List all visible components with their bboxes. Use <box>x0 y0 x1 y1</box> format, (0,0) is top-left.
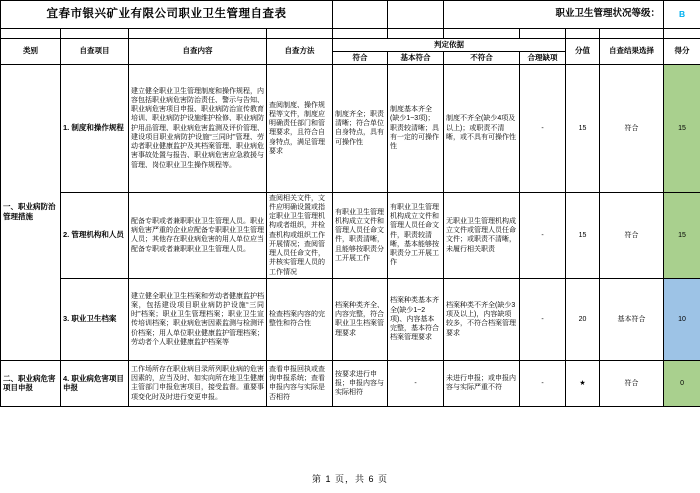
col-header-method: 自查方法 <box>267 39 333 65</box>
score-cell: 10 <box>664 278 700 360</box>
col-header-category: 类别 <box>1 39 61 65</box>
spacer-cell <box>61 29 129 39</box>
grade-label: 职业卫生管理状况等级： <box>444 1 664 29</box>
spacer-cell <box>664 29 700 39</box>
nonconform-cell: 档案种类不齐全(缺少3项及以上)，内容缺项较多，不符合档案管理要求 <box>444 278 520 360</box>
col-header-basic-conform: 基本符合 <box>388 51 444 64</box>
result-select-cell[interactable]: 符合 <box>600 64 664 192</box>
method-cell: 查阅相关文件，文件应明确设置或指定职业卫生管理机构或者组织，并检查机构或组织工作开展情况；查阅管理人员任命文件，并核实管理人员的工作情况 <box>267 192 333 278</box>
result-select-cell[interactable]: 基本符合 <box>600 278 664 360</box>
content-cell: 配备专职或者兼职职业卫生管理人员。职业病危害严重的企业应配备专职职业卫生管理人员；其他存在职业病危害的用人单位应当配备专职或者兼职职业卫生管理人员。 <box>129 192 267 278</box>
table-row <box>1 278 700 360</box>
score-value-cell: ★ <box>566 360 600 406</box>
title-row-empty-cell <box>333 1 388 29</box>
item-cell: 4. 职业病危害项目申报 <box>61 360 129 406</box>
spacer-cell <box>129 29 267 39</box>
conform-cell: 档案种类齐全、内容完整，符合职业卫生档案管理要求 <box>333 278 388 360</box>
score-value-cell: 15 <box>566 192 600 278</box>
score-value-cell: 20 <box>566 278 600 360</box>
spacer-cell <box>388 29 444 39</box>
col-header-content: 自查内容 <box>129 39 267 65</box>
score-cell: 0 <box>664 360 700 406</box>
spacer-cell <box>333 29 388 39</box>
method-cell: 查阅制度、操作规程等文件，制度应明确责任部门和管理要求，且符合自身特点，满足管理要求 <box>267 64 333 192</box>
result-select-cell[interactable]: 符合 <box>600 192 664 278</box>
col-header-item: 自查项目 <box>61 39 129 65</box>
reasonable-missing-cell: - <box>520 278 566 360</box>
spacer-cell <box>520 29 566 39</box>
page-footer: 第 1 页，共 6 页 <box>311 474 388 484</box>
nonconform-cell: 无职业卫生管理机构成立文件或管理人员任命文件；或职责不清晰，未履行相关职责 <box>444 192 520 278</box>
method-cell: 查看申报回执或查询申报系统；查看申报内容与实际是否相符 <box>267 360 333 406</box>
content-cell: 建立健全职业卫生管理制度和操作规程，内容包括职业病危害防治责任、警示与告知、职业病危害项目申报、职业病防治宣传教育培训、职业病防护设施维护检修、职业病防护用品管理、职业病危害监测及评价管理、建设项目职业病防护设施“三同时”管理、劳动者职业健康监护及其档案管理、职业病危害事故处置与报告、职业病危害应急救援与管理、岗位职业卫生操作规程等。 <box>129 64 267 192</box>
conform-cell: 按要求进行申报；申报内容与实际相符 <box>333 360 388 406</box>
basic-conform-cell: 档案种类基本齐全(缺少1~2项)、内容基本完整，基本符合档案管理要求 <box>388 278 444 360</box>
item-cell: 1. 制度和操作规程 <box>61 64 129 192</box>
item-cell: 3. 职业卫生档案 <box>61 278 129 360</box>
spacer-cell <box>566 29 600 39</box>
conform-cell: 有职业卫生管理机构成立文件和管理人员任命文件，职责清晰，且能够按职责分工开展工作 <box>333 192 388 278</box>
score-cell: 15 <box>664 64 700 192</box>
item-cell: 2. 管理机构和人员 <box>61 192 129 278</box>
spacer-cell <box>600 29 664 39</box>
nonconform-cell: 制度不齐全(缺少4项及以上)；或职责不清晰，或不具有可操作性 <box>444 64 520 192</box>
reasonable-missing-cell: - <box>520 192 566 278</box>
col-header-reasonable-missing: 合理缺项 <box>520 51 566 64</box>
category-cell: 二、职业病危害项目申报 <box>1 360 61 406</box>
content-cell: 建立健全职业卫生档案和劳动者健康监护档案，包括建设项目职业病防护设施“三同时”档案；职业卫生管理档案；职业卫生宣传培训档案；职业病危害因素监测与检测评价档案；用人单位职业健康监护管理档案；劳动者个人职业健康监护档案等 <box>129 278 267 360</box>
nonconform-cell: 未进行申报；或申报内容与实际严重不符 <box>444 360 520 406</box>
content-cell: 工作场所存在职业病目录所列职业病的危害因素的，应当及时、如实向所在地卫生健康主管部门申报危害项目，接受监督。重要事项变化时及时进行变更申报。 <box>129 360 267 406</box>
spacer-cell <box>267 29 333 39</box>
spacer-cell <box>1 29 61 39</box>
basic-conform-cell: - <box>388 360 444 406</box>
page-title: 宜春市银兴矿业有限公司职业卫生管理自查表 <box>1 1 333 29</box>
reasonable-missing-cell: - <box>520 360 566 406</box>
col-header-judgment: 判定依据 <box>333 39 566 52</box>
spacer-cell <box>444 29 520 39</box>
title-row-empty-cell <box>388 1 444 29</box>
basic-conform-cell: 制度基本齐全(缺少1~3项)；职责较清晰；具有一定的可操作性 <box>388 64 444 192</box>
score-value-cell: 15 <box>566 64 600 192</box>
col-header-conform: 符合 <box>333 51 388 64</box>
table-row <box>1 192 700 278</box>
result-select-cell[interactable]: 符合 <box>600 360 664 406</box>
score-cell: 15 <box>664 192 700 278</box>
method-cell: 检查档案内容的完整性和符合性 <box>267 278 333 360</box>
category-cell: 一、职业病防治管理措施 <box>1 64 61 360</box>
conform-cell: 制度齐全；职责清晰；符合单位自身特点，具有可操作性 <box>333 64 388 192</box>
basic-conform-cell: 有职业卫生管理机构成立文件和管理人员任命文件，职责较清晰，基本能够按职责分工开展工作 <box>388 192 444 278</box>
col-header-score-value: 分值 <box>566 39 600 65</box>
table-row <box>1 64 700 192</box>
col-header-nonconform: 不符合 <box>444 51 520 64</box>
reasonable-missing-cell: - <box>520 64 566 192</box>
table-row <box>1 360 700 406</box>
grade-value[interactable]: B <box>664 1 700 29</box>
col-header-score: 得分 <box>664 39 700 65</box>
col-header-result-select: 自查结果选择 <box>600 39 664 65</box>
